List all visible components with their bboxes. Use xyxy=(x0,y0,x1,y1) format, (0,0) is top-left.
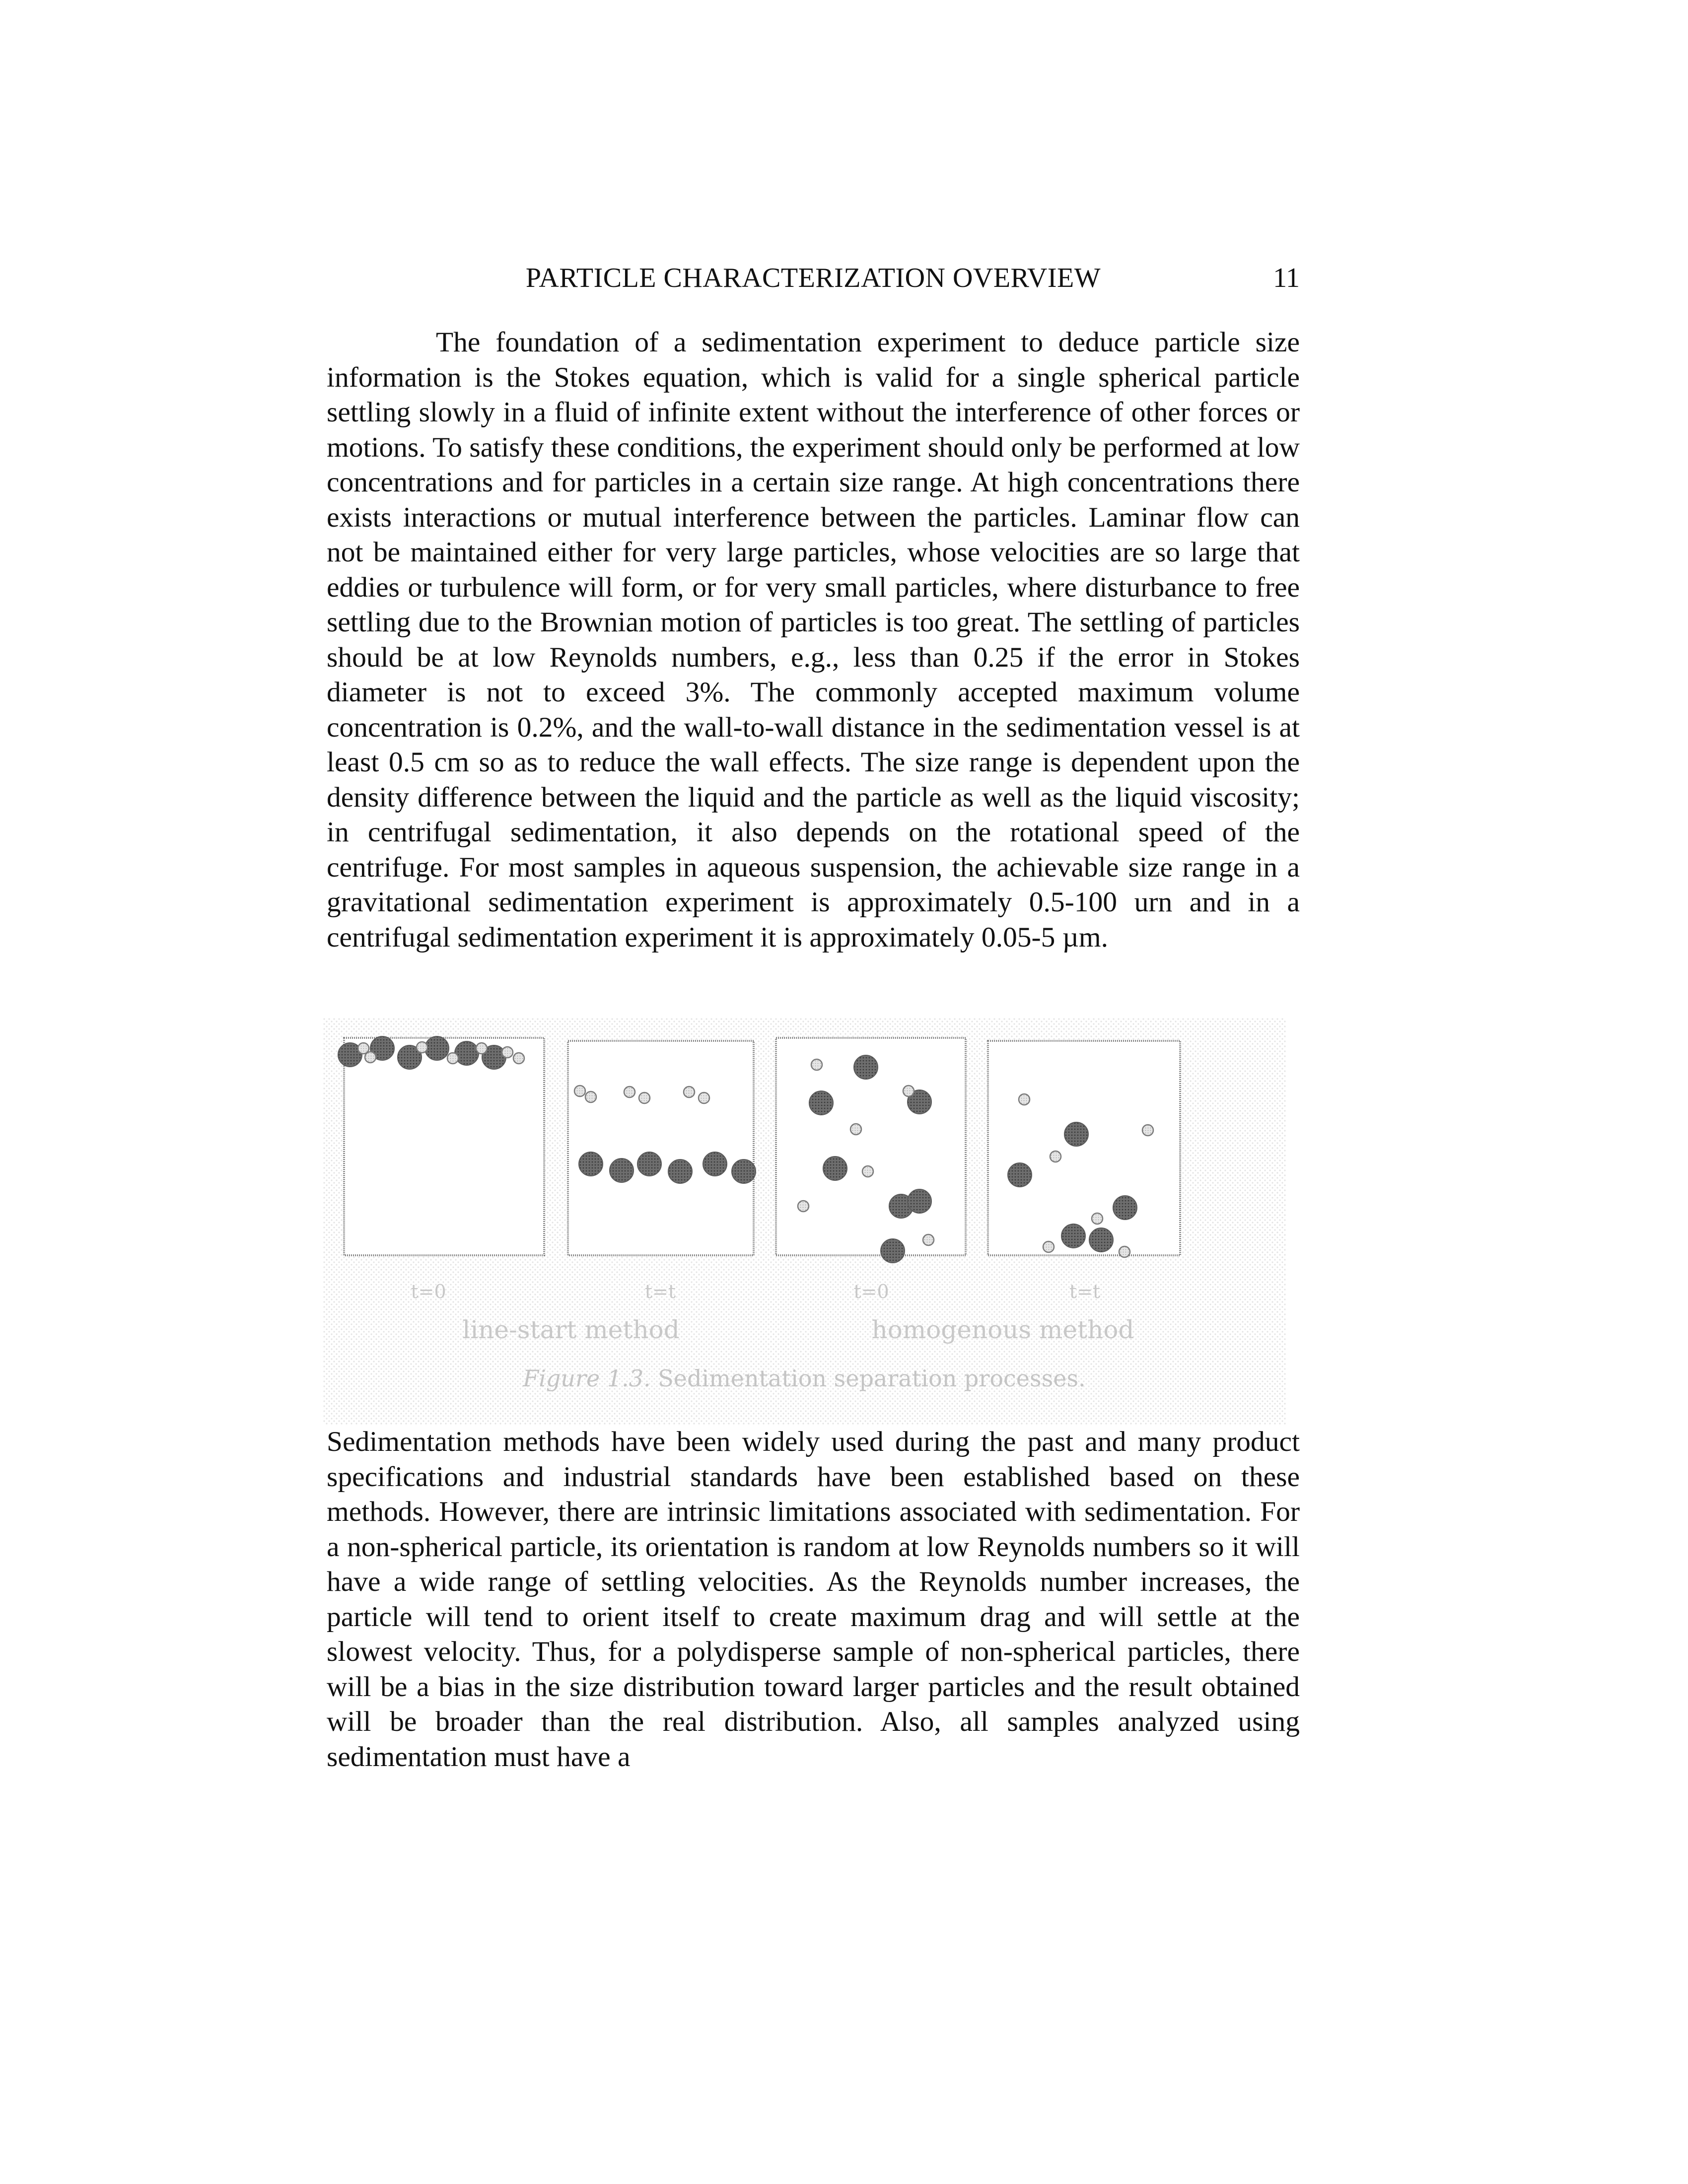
small-particle xyxy=(1043,1241,1054,1252)
paragraph-2: Sedimentation methods have been widely used during the past and many product specifications and industrial standards have been established based on these methods. However, there are intrinsic limitations associated with sedimentation. For a non-spherical particle, its orientation is random at low Reynolds numbers so it will have a wide range of settling velocities. As the Reynolds number increases, the particle will tend to orient itself to create maximum drag and will settle at the slowest velocity. Thus, for a polydisperse sample of non-spherical particles, there will be a bias in the size distribution toward larger particles and the result obtained will be broader than the real distribution. Also, all samples analyzed using sedimentation must have a xyxy=(327,1426,1300,1773)
large-particle xyxy=(1008,1163,1032,1187)
page-number: 11 xyxy=(1273,263,1300,293)
figure-sedimentation xyxy=(323,1018,1286,1425)
small-particle xyxy=(1119,1246,1130,1257)
large-particle xyxy=(908,1189,931,1213)
vessel-homogenous-tt xyxy=(988,1041,1180,1255)
small-particle xyxy=(1019,1094,1030,1105)
large-particle xyxy=(1064,1122,1088,1146)
label-tt-homogenous: t=t xyxy=(1069,1281,1101,1302)
small-particle xyxy=(574,1086,585,1096)
label-homogenous-method: homogenous method xyxy=(871,1315,1134,1344)
running-head-title: PARTICLE CHARACTERIZATION OVERVIEW xyxy=(525,263,1101,293)
paragraph-1-text: The foundation of a sedimentation experiment to deduce particle size information is the Stokes equation, which is valid for a single spherical particle settling slowly in a fluid of infinite extent without the interference of other forces or motions. To satisfy these conditions, the experiment should only be performed at low concentrations and for particles in a certain size range. At high concentrations there exists interactions or mutual interference between the particles. Laminar flow can not be maintained either for very large particles, whose velocities are so large that eddies or turbulence will form, or for very small particles, where disturbance to free settling due to the Brownian motion of particles is too great. The settling of particles should be at low Reynolds numbers, e.g., less than 0.25 if the error in Stokes diameter is not to exceed 3%. The commonly accepted maximum volume concentration is 0.2%, and the wall-to-wall distance in the sedimentation vessel is at least 0.5 cm so as to reduce the wall effects. The size range is dependent upon the density difference between the liquid and the particle as well as the liquid viscosity; in centrifugal sedimentation, it also depends on the rotational speed of the centrifuge. For most samples in aqueous suspension, the achievable size range in a gravitational sedimentation experiment is approximately 0.5-100 urn and in a centrifugal sedimentation experiment it is approximately 0.05-5 µm. xyxy=(327,327,1300,953)
large-particle xyxy=(809,1091,833,1115)
vessel-line-start-t0 xyxy=(344,1038,544,1255)
small-particle xyxy=(624,1087,635,1097)
small-particle xyxy=(699,1092,709,1103)
large-particle xyxy=(425,1036,449,1060)
small-particle xyxy=(365,1052,376,1063)
figure-caption-lead: Figure 1.3. xyxy=(523,1365,651,1392)
small-particle xyxy=(1142,1125,1153,1136)
large-particle xyxy=(732,1160,756,1183)
vessel-line-start-tt xyxy=(568,1041,754,1255)
small-particle xyxy=(502,1047,513,1058)
large-particle xyxy=(1089,1228,1113,1252)
label-t0-line-start: t=0 xyxy=(411,1281,446,1302)
label-line-start-method: line-start method xyxy=(462,1315,680,1344)
small-particle xyxy=(447,1053,458,1064)
small-particle xyxy=(684,1087,695,1097)
small-particle xyxy=(585,1092,596,1102)
small-particle xyxy=(639,1092,650,1103)
figure-graphic xyxy=(323,1018,1286,1425)
label-t0-homogenous: t=0 xyxy=(853,1281,889,1302)
small-particle xyxy=(798,1201,809,1212)
large-particle xyxy=(668,1160,692,1183)
small-particle xyxy=(476,1043,487,1054)
large-particle xyxy=(823,1157,847,1180)
large-particle xyxy=(854,1055,878,1079)
small-particle xyxy=(923,1234,934,1245)
small-particle xyxy=(1092,1213,1103,1224)
figure-caption xyxy=(323,1365,1286,1392)
small-particle xyxy=(1050,1151,1061,1162)
large-particle xyxy=(579,1152,603,1176)
small-particle xyxy=(903,1086,914,1096)
label-tt-line-start: t=t xyxy=(644,1281,676,1302)
figure-caption-text: Sedimentation separation processes. xyxy=(658,1365,1086,1392)
large-particle xyxy=(637,1152,661,1176)
large-particle xyxy=(1061,1224,1085,1248)
large-particle xyxy=(1113,1196,1137,1220)
small-particle xyxy=(862,1166,873,1177)
paragraph-1 xyxy=(327,325,1300,955)
large-particle xyxy=(703,1152,727,1176)
small-particle xyxy=(811,1059,822,1070)
small-particle xyxy=(850,1124,861,1135)
large-particle xyxy=(610,1159,633,1182)
running-head xyxy=(327,258,1300,298)
small-particle xyxy=(513,1053,524,1064)
large-particle xyxy=(455,1041,479,1065)
large-particle xyxy=(881,1239,905,1263)
small-particle xyxy=(417,1042,427,1053)
